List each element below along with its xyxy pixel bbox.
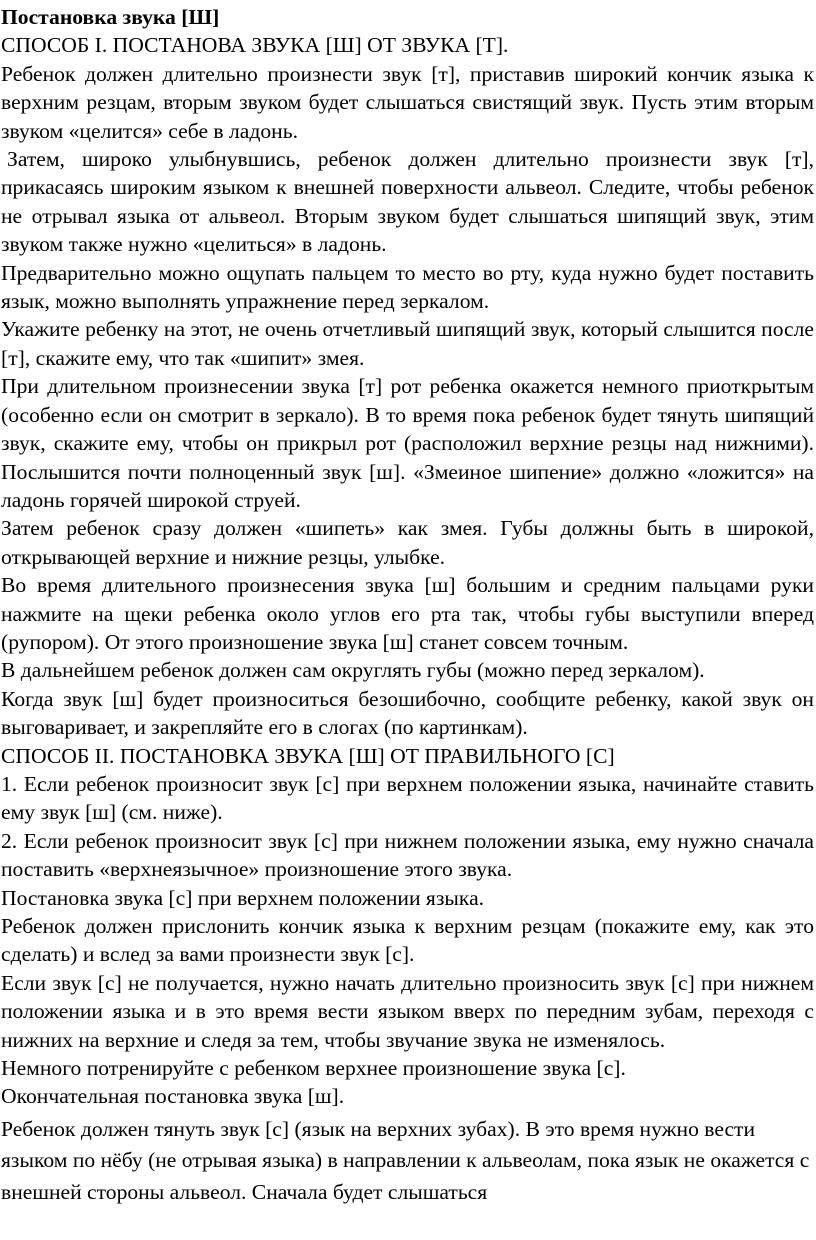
paragraph: Затем, широко улыбнувшись, ребенок должен длительно произнести звук [т], прикасаясь широким языком к внешней поверхности альвеол. Следите, чтобы ребенок не отрывал языка от альвеол. Вторым звуком будет слышаться шипящий звук, этим звуком также нужно «целиться» в ладонь.: [1, 147, 814, 257]
list-item: 2. Если ребенок произносит звук [с] при нижнем положении языка, ему нужно сначала поставить «верхнеязычное» произношение этого звука.: [1, 828, 814, 882]
paragraph: Если звук [с] не получается, нужно начать длительно произносить звук [с] при нижнем положении языка и в это время вести языком вверх по передним зубам, переходя с нижних на верхние и следя за тем, чтобы звучание звука не изменялось.: [1, 970, 814, 1052]
paragraph: Во время длительного произнесения звука [ш] большим и средним пальцами руки нажмите на щеки ребенка около углов его рта так, чтобы губы выступили вперед (рупором). От этого произношение звука [ш] станет совсем точным.: [1, 573, 814, 654]
paragraph: Ребенок должен длительно произнести звук [т], приставив широкий кончик языка к верхним резцам, вторым звуком будет слышаться свистящий звук. Пусть этим вторым звуком «целится» себе в ладонь.: [1, 61, 814, 143]
list-item: 1. Если ребенок произносит звук [с] при верхнем положении языка, начинайте ставить ему звук [ш] (см. ниже).: [1, 771, 814, 825]
paragraph: Немного потренируйте с ребенком верхнее произношение звука [с].: [1, 1056, 626, 1081]
paragraph: Затем ребенок сразу должен «шипеть» как змея. Губы должны быть в широкой, открывающей верхние и нижние резцы, улыбке.: [1, 516, 814, 569]
subheading: Постановка звука [с] при верхнем положении языка.: [1, 885, 485, 910]
document-title: Постановка звука [Ш]: [1, 5, 220, 29]
paragraph: Ребенок должен тянуть звук [с] (язык на верхних зубах). В это время нужно вести языком по нёбу (не отрывая языка) в направлении к альвеолам, пока язык не окажется с внешней стороны альвеол. Сначала будет слышаться: [1, 1116, 810, 1204]
paragraph: Предварительно можно ощупать пальцем то место во рту, куда нужно будет поставить язык, можно выполнять упражнение перед зеркалом.: [1, 260, 814, 314]
paragraph: Ребенок должен прислонить кончик языка к верхним резцам (покажите ему, как это сделать) и вслед за вами произнести звук [с].: [1, 914, 814, 967]
paragraph: Укажите ребенку на этот, не очень отчетливый шипящий звук, который слышится после [т], скажите ему, что так «шипит» змея.: [1, 317, 814, 370]
paragraph: При длительном произнесении звука [т] рот ребенка окажется немного приоткрытым (особенно если он смотрит в зеркало). В то время пока ребенок будет тянуть шипящий звук, скажите ему, чтобы он прикрыл рот (расположил верхние резцы над нижними). Послышится почти полноценный звук [ш]. «Змеиное шипение» должно «ложится» на ладонь горячей широкой струей.: [1, 374, 814, 512]
subheading: Окончательная постановка звука [ш].: [1, 1084, 345, 1109]
paragraph: Когда звук [ш] будет произноситься безошибочно, сообщите ребенку, какой звук он выговаривает, и закрепляйте его в слогах (по картинкам).: [1, 686, 814, 740]
section-heading-method-2: СПОСОБ II. ПОСТАНОВКА ЗВУКА [Ш] ОТ ПРАВИЛЬНОГО [С]: [1, 743, 615, 768]
section-heading-method-1: СПОСОБ I. ПОСТАНОВА ЗВУКА [Ш] ОТ ЗВУКА [Т].: [1, 33, 509, 58]
paragraph: В дальнейшем ребенок должен сам округлять губы (можно перед зеркалом).: [1, 658, 705, 683]
